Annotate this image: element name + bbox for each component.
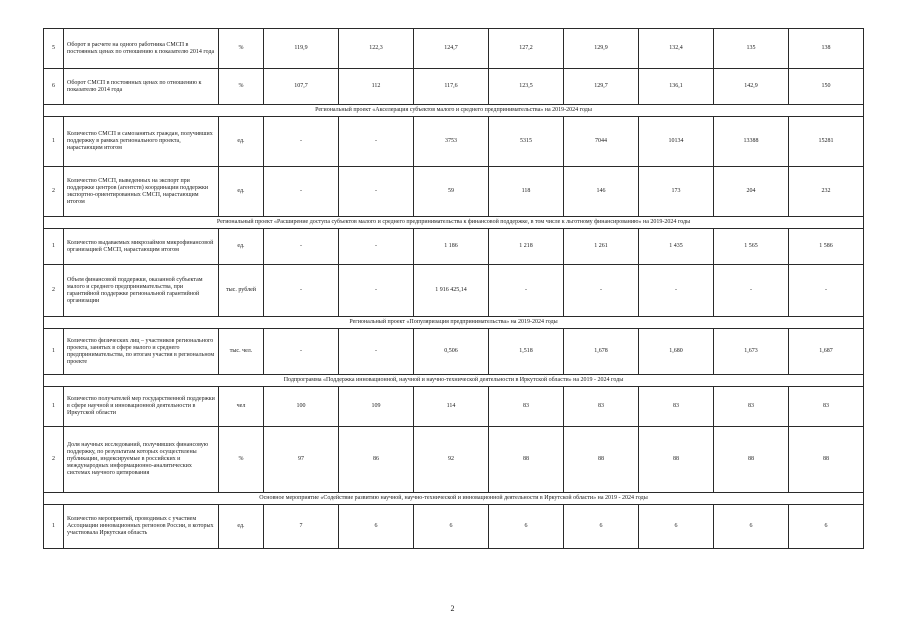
value-cell: 1 586 <box>789 229 864 265</box>
value-cell: - <box>264 265 339 317</box>
indicator-name-cell: Количество выдаваемых микрозаймов микрофинансовой организацией СМСП, нарастающим итогом <box>64 229 219 265</box>
value-cell: 100 <box>264 387 339 427</box>
unit-cell: ед. <box>219 505 264 549</box>
table-row <box>44 387 864 427</box>
value-cell: - <box>639 265 714 317</box>
value-cell: 1 261 <box>564 229 639 265</box>
value-cell: 88 <box>789 427 864 493</box>
row-number-cell: 2 <box>44 427 64 493</box>
value-cell: 83 <box>489 387 564 427</box>
value-cell: - <box>339 167 414 217</box>
value-cell: 97 <box>264 427 339 493</box>
value-cell: - <box>489 265 564 317</box>
indicators-table <box>43 28 864 549</box>
indicator-name-cell: Количество получателей мер государственной поддержки в сфере научной и инновационной деятельности в Иркутской области <box>64 387 219 427</box>
section-header-row <box>44 105 864 117</box>
document-sheet <box>43 28 863 549</box>
value-cell: - <box>339 329 414 375</box>
table-row <box>44 229 864 265</box>
value-cell: 1 186 <box>414 229 489 265</box>
value-cell: 1,680 <box>639 329 714 375</box>
value-cell: 6 <box>639 505 714 549</box>
table-row <box>44 505 864 549</box>
value-cell: 7 <box>264 505 339 549</box>
value-cell: 204 <box>714 167 789 217</box>
value-cell: 92 <box>414 427 489 493</box>
value-cell: - <box>339 265 414 317</box>
indicator-name-cell: Количество физических лиц – участников регионального проекта, занятых в сфере малого и среднего предпринимательства, по итогам участия в региональном проекте <box>64 329 219 375</box>
value-cell: 1 218 <box>489 229 564 265</box>
section-header-row <box>44 493 864 505</box>
value-cell: 129,7 <box>564 69 639 105</box>
unit-cell: ед. <box>219 167 264 217</box>
section-title: Подпрограмма «Поддержка инновационной, научной и научно-технической деятельности в Иркутской области» на 2019 - 2024 годы <box>44 375 864 387</box>
value-cell: - <box>264 167 339 217</box>
indicator-name-cell: Количество СМСП и самозанятых граждан, получивших поддержку в рамках регионального проекта, нарастающим итогом <box>64 117 219 167</box>
table-row <box>44 427 864 493</box>
value-cell: 127,2 <box>489 29 564 69</box>
row-number-cell: 1 <box>44 505 64 549</box>
unit-cell: тыс. рублей <box>219 265 264 317</box>
row-number-cell: 1 <box>44 329 64 375</box>
value-cell: 83 <box>639 387 714 427</box>
table-row <box>44 265 864 317</box>
value-cell: 88 <box>489 427 564 493</box>
row-number-cell: 1 <box>44 117 64 167</box>
table-row <box>44 167 864 217</box>
value-cell: 59 <box>414 167 489 217</box>
section-header-row <box>44 317 864 329</box>
value-cell: 1 435 <box>639 229 714 265</box>
value-cell: 6 <box>339 505 414 549</box>
value-cell: - <box>264 329 339 375</box>
value-cell: 1 916 425,14 <box>414 265 489 317</box>
unit-cell: % <box>219 69 264 105</box>
row-number-cell: 6 <box>44 69 64 105</box>
value-cell: 117,6 <box>414 69 489 105</box>
value-cell: 138 <box>789 29 864 69</box>
value-cell: 1,518 <box>489 329 564 375</box>
value-cell: 83 <box>789 387 864 427</box>
indicator-name-cell: Количество мероприятий, проводимых с участием Ассоциации инновационных регионов России, в которых участвовала Иркутская область <box>64 505 219 549</box>
value-cell: - <box>714 265 789 317</box>
value-cell: 114 <box>414 387 489 427</box>
unit-cell: ед. <box>219 229 264 265</box>
row-number-cell: 1 <box>44 229 64 265</box>
value-cell: 1,687 <box>789 329 864 375</box>
unit-cell: ед. <box>219 117 264 167</box>
value-cell: 173 <box>639 167 714 217</box>
table-row <box>44 117 864 167</box>
table-row <box>44 329 864 375</box>
value-cell: - <box>339 117 414 167</box>
section-header-row <box>44 217 864 229</box>
row-number-cell: 2 <box>44 167 64 217</box>
section-title: Региональный проект «Популяризация предпринимательства» на 2019-2024 годы <box>44 317 864 329</box>
value-cell: 88 <box>564 427 639 493</box>
value-cell: 1,673 <box>714 329 789 375</box>
value-cell: 135 <box>714 29 789 69</box>
indicator-name-cell: Количество СМСП, выведенных на экспорт при поддержке центров (агентств) координации поддержки экспортно-ориентированных СМСП, нарастающим итогом <box>64 167 219 217</box>
table-row <box>44 29 864 69</box>
value-cell: 6 <box>414 505 489 549</box>
section-title: Региональный проект «Расширение доступа субъектов малого и среднего предпринимательства к финансовой поддержке, в том числе к льготному финансированию» на 2019-2024 годы <box>44 217 864 229</box>
value-cell: 15281 <box>789 117 864 167</box>
indicator-name-cell: Объем финансовой поддержки, оказанной субъектам малого и среднего предпринимательства, при гарантийной поддержке региональной гарантийной организации <box>64 265 219 317</box>
value-cell: 7044 <box>564 117 639 167</box>
value-cell: - <box>339 229 414 265</box>
indicator-name-cell: Оборот в расчете на одного работника СМСП в постоянных ценах по отношению к показателю 2014 года <box>64 29 219 69</box>
value-cell: 122,3 <box>339 29 414 69</box>
value-cell: 150 <box>789 69 864 105</box>
indicator-name-cell: Доля научных исследований, получивших финансовую поддержку, по результатам которых осуществлены публикации, индексируемые в российских и международных информационно-аналитических системах научного цитирования <box>64 427 219 493</box>
value-cell: 123,5 <box>489 69 564 105</box>
value-cell: 6 <box>714 505 789 549</box>
page-number: 2 <box>450 604 455 613</box>
value-cell: - <box>264 229 339 265</box>
value-cell: 1 565 <box>714 229 789 265</box>
value-cell: - <box>264 117 339 167</box>
value-cell: 88 <box>639 427 714 493</box>
value-cell: 6 <box>789 505 864 549</box>
value-cell: 119,9 <box>264 29 339 69</box>
value-cell: 136,1 <box>639 69 714 105</box>
value-cell: 146 <box>564 167 639 217</box>
value-cell: 124,7 <box>414 29 489 69</box>
value-cell: 107,7 <box>264 69 339 105</box>
row-number-cell: 1 <box>44 387 64 427</box>
row-number-cell: 5 <box>44 29 64 69</box>
indicator-name-cell: Оборот СМСП в постоянных ценах по отношению к показателю 2014 года <box>64 69 219 105</box>
table-row <box>44 69 864 105</box>
unit-cell: тыс. чел. <box>219 329 264 375</box>
unit-cell: % <box>219 427 264 493</box>
value-cell: 132,4 <box>639 29 714 69</box>
value-cell: - <box>564 265 639 317</box>
section-title: Основное мероприятие «Содействие развитию научной, научно-технической и инновационной деятельности в Иркутской области» на 2019 - 2024 годы <box>44 493 864 505</box>
value-cell: 83 <box>564 387 639 427</box>
value-cell: 88 <box>714 427 789 493</box>
value-cell: 10134 <box>639 117 714 167</box>
value-cell: 13388 <box>714 117 789 167</box>
value-cell: 0,506 <box>414 329 489 375</box>
value-cell: 86 <box>339 427 414 493</box>
section-title: Региональный проект «Акселерация субъектов малого и среднего предпринимательства» на 2019-2024 годы <box>44 105 864 117</box>
value-cell: 83 <box>714 387 789 427</box>
value-cell: 232 <box>789 167 864 217</box>
value-cell: 1,678 <box>564 329 639 375</box>
value-cell: 118 <box>489 167 564 217</box>
value-cell: 109 <box>339 387 414 427</box>
row-number-cell: 2 <box>44 265 64 317</box>
value-cell: 3753 <box>414 117 489 167</box>
unit-cell: чел <box>219 387 264 427</box>
value-cell: 142,9 <box>714 69 789 105</box>
section-header-row <box>44 375 864 387</box>
value-cell: 112 <box>339 69 414 105</box>
unit-cell: % <box>219 29 264 69</box>
value-cell: 129,9 <box>564 29 639 69</box>
value-cell: 5315 <box>489 117 564 167</box>
value-cell: - <box>789 265 864 317</box>
value-cell: 6 <box>489 505 564 549</box>
value-cell: 6 <box>564 505 639 549</box>
